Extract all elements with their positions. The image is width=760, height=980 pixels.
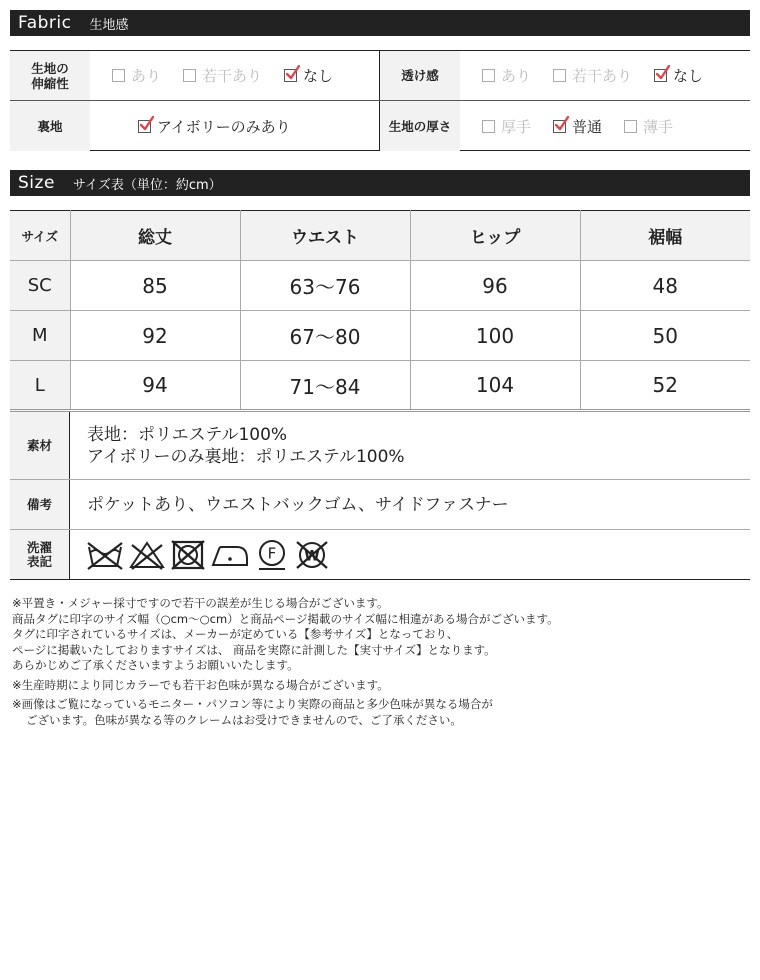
fabric-table xyxy=(10,50,750,151)
table-cell: 71〜84 xyxy=(240,361,410,411)
stretch-options xyxy=(90,51,379,100)
remarks-value: ポケットあり、ウエストバックゴム、サイドファスナー xyxy=(87,494,509,515)
lining-label: 裏地 xyxy=(10,101,90,151)
care-icons xyxy=(86,538,750,572)
note-line: ございます。色味が異なる等のクレームはお受けできませんので、ご了承ください。 xyxy=(26,712,462,727)
sheer-options xyxy=(460,51,750,100)
care-label: 洗濯 表記 xyxy=(10,530,70,579)
fabric-option-label: 若干あり xyxy=(202,67,263,85)
note-line: ※平置き・メジャー採寸ですので若干の誤差が生じる場合がございます。 xyxy=(12,596,389,610)
checked-checkbox-icon xyxy=(553,120,566,133)
fabric-option xyxy=(654,65,703,86)
fabric-option xyxy=(553,116,602,137)
table-cell: 67〜80 xyxy=(240,311,410,361)
table-cell: 96 xyxy=(410,261,580,311)
fabric-option xyxy=(112,65,161,86)
table-row xyxy=(10,311,750,361)
size-name: SC xyxy=(10,261,70,311)
header-hem: 裾幅 xyxy=(580,211,750,261)
no-wet-clean-icon xyxy=(294,539,330,571)
thickness-options xyxy=(460,101,750,151)
fabric-option-label: なし xyxy=(673,67,704,85)
fabric-option xyxy=(284,65,333,86)
remarks-row xyxy=(10,480,750,530)
checkbox-icon xyxy=(482,120,495,133)
table-cell: 85 xyxy=(70,261,240,311)
dry-clean-f-icon xyxy=(254,538,290,572)
fabric-option xyxy=(138,116,291,137)
checked-checkbox-icon xyxy=(654,69,667,82)
fabric-option-label: あり xyxy=(501,67,532,85)
checked-checkbox-icon xyxy=(284,69,297,82)
info-table xyxy=(10,412,750,580)
note-line: ※生産時期により同じカラーでも若干お色味が異なる場合がございます。 xyxy=(12,677,389,692)
fabric-section-header xyxy=(10,10,750,36)
fabric-option xyxy=(183,65,262,86)
fabric-option-label: 普通 xyxy=(572,117,603,136)
fabric-option-label: なし xyxy=(303,67,334,85)
size-title-en: Size xyxy=(18,173,55,193)
table-cell: 52 xyxy=(580,361,750,411)
checked-checkbox-icon xyxy=(138,120,151,133)
thickness-label: 生地の厚さ xyxy=(380,101,460,151)
checkbox-icon xyxy=(183,69,196,82)
table-cell: 92 xyxy=(70,311,240,361)
fabric-option-label: 薄手 xyxy=(643,117,674,136)
fabric-option xyxy=(624,116,673,137)
fabric-option xyxy=(553,65,632,86)
care-row xyxy=(10,530,750,579)
lining-options xyxy=(90,101,379,151)
fabric-option-label: アイボリーのみあり xyxy=(157,117,291,136)
size-table xyxy=(10,210,750,412)
material-label: 素材 xyxy=(10,412,70,479)
checkbox-icon xyxy=(112,69,125,82)
fabric-title-en: Fabric xyxy=(18,13,72,33)
table-cell: 63〜76 xyxy=(240,261,410,311)
remarks-label: 備考 xyxy=(10,480,70,529)
note-line: ページに掲載いたしておりますサイズは、 商品を実際に計測した【実寸サイズ】となります。 xyxy=(12,642,496,657)
size-name: M xyxy=(10,311,70,361)
note-line: ※画像はご覧になっているモニター・パソコン等により実際の商品と多少色味が異なる場合が xyxy=(12,697,493,711)
stretch-label: 生地の 伸縮性 xyxy=(10,51,90,100)
header-length: 総丈 xyxy=(70,211,240,261)
size-name: L xyxy=(10,361,70,411)
table-cell: 48 xyxy=(580,261,750,311)
header-hip: ヒップ xyxy=(410,211,580,261)
checkbox-icon xyxy=(624,120,637,133)
no-bleach-icon xyxy=(128,539,166,571)
material-line-1: 表地：ポリエステル100% xyxy=(87,424,288,445)
table-row xyxy=(10,361,750,411)
fabric-option-label: 厚手 xyxy=(501,117,532,136)
checkbox-icon xyxy=(553,69,566,82)
note-line: 商品タグに印字のサイズ幅（○cm〜○cm）と商品ページ掲載のサイズ幅に相違がある場合がございます。 xyxy=(12,611,559,626)
material-row xyxy=(10,412,750,480)
low-iron-icon xyxy=(210,539,250,571)
note-line: タグに印字されているサイズは、メーカーが定めている【参考サイズ】となっており、 xyxy=(12,627,459,641)
material-line-2: アイボリーのみ裏地：ポリエステル100% xyxy=(87,446,405,467)
note-line: あらかじめご了承くださいますようお願いいたします。 xyxy=(12,658,299,672)
fabric-option-label: あり xyxy=(131,67,162,85)
table-cell: 104 xyxy=(410,361,580,411)
size-title-jp: サイズ表（単位：約cm） xyxy=(72,177,222,193)
checkbox-icon xyxy=(482,69,495,82)
table-cell: 94 xyxy=(70,361,240,411)
size-table-header xyxy=(10,211,750,261)
table-row xyxy=(10,261,750,311)
no-tumble-dry-icon xyxy=(170,539,206,571)
svg-text:W: W xyxy=(304,548,320,564)
size-section-header xyxy=(10,170,750,196)
fabric-option xyxy=(482,65,531,86)
fabric-title-jp: 生地感 xyxy=(89,17,129,33)
svg-text:F: F xyxy=(267,544,277,562)
sheer-label: 透け感 xyxy=(380,51,460,100)
fabric-option-label: 若干あり xyxy=(572,67,633,85)
notes xyxy=(12,596,742,728)
table-cell: 100 xyxy=(410,311,580,361)
header-size: サイズ xyxy=(10,211,70,261)
no-wash-icon xyxy=(86,539,124,571)
table-cell: 50 xyxy=(580,311,750,361)
fabric-option xyxy=(482,116,531,137)
header-waist: ウエスト xyxy=(240,211,410,261)
